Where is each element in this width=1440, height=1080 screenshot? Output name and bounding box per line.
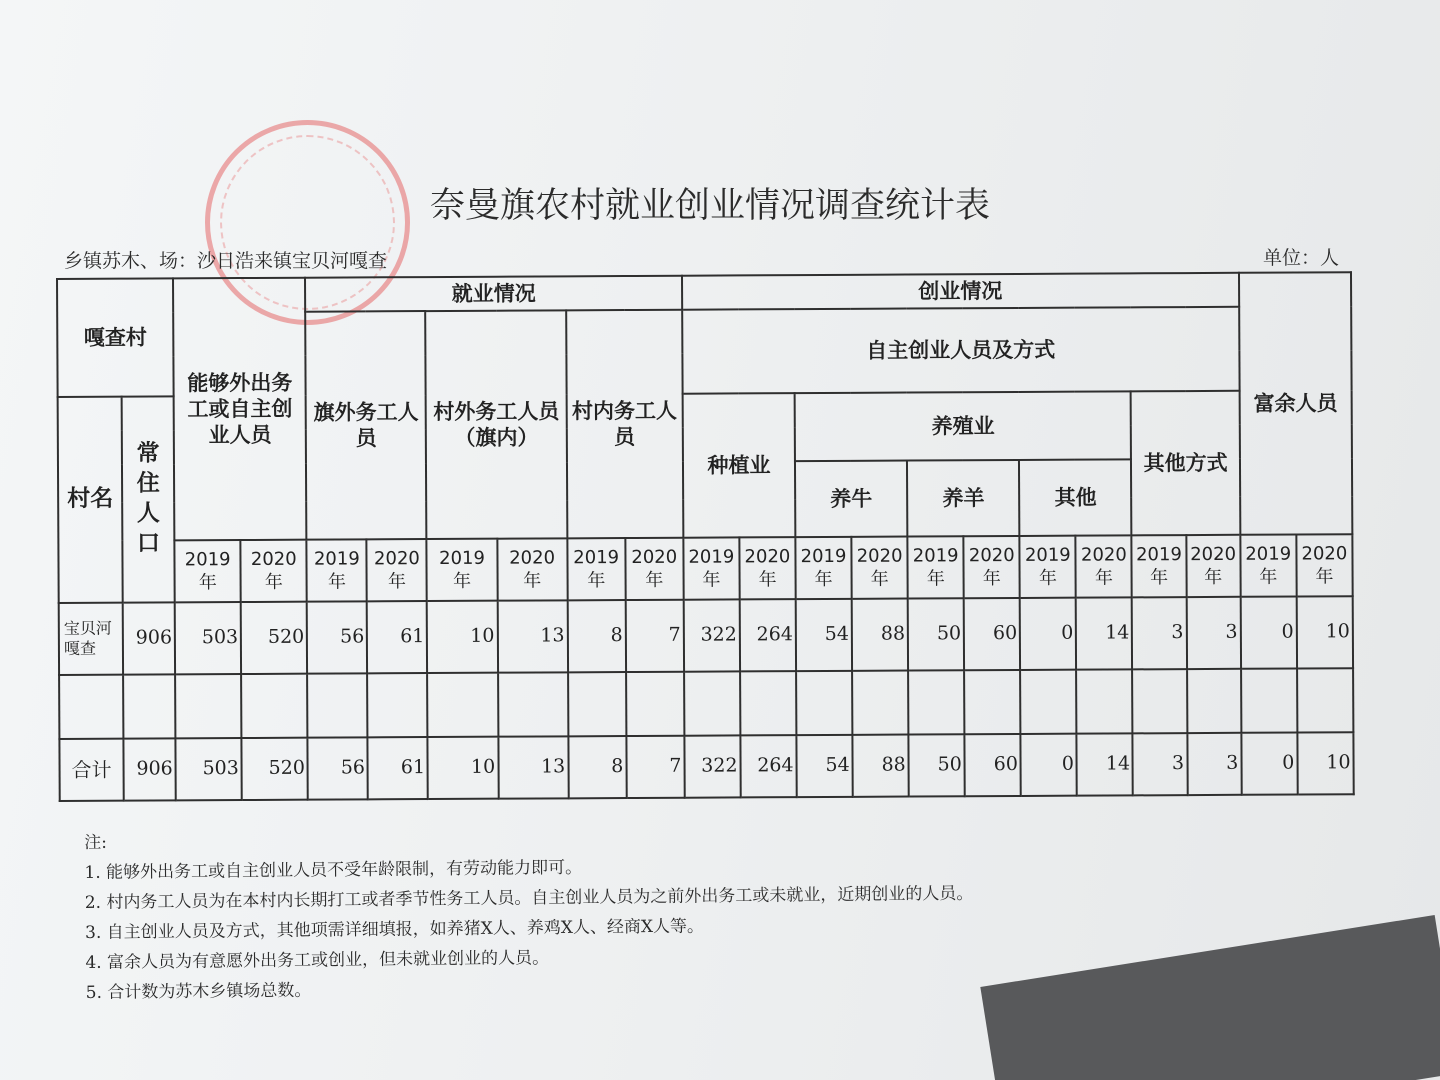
total-value-cell: 54: [796, 735, 852, 797]
header-breeding: 养殖业: [795, 391, 1132, 461]
value-cell: 322: [684, 599, 740, 671]
year-2020-label: 2020年: [367, 539, 427, 601]
total-value-cell: 3: [1187, 733, 1242, 795]
header-outside-banner: 旗外务工人员: [306, 311, 427, 540]
total-value-cell: 264: [740, 735, 796, 797]
note-item: 3. 自主创业人员及方式，其他项需详细填报，如养猪X人、养鸡X人、经商X人等。: [84, 916, 705, 943]
note-item: 2. 村内务工人员为在本村内长期打工或者季节性务工人员。自主创业人员为之前外出务工或未就业，近期创业的人员。: [84, 883, 974, 913]
value-cell: 3: [1186, 597, 1241, 669]
total-value-cell: 503: [176, 738, 242, 800]
value-cell: 50: [908, 598, 964, 670]
value-cell: 264: [740, 599, 796, 671]
year-2019-label: 2019年: [683, 537, 739, 599]
value-cell: 10: [427, 601, 497, 673]
year-2019-label: 2019年: [307, 539, 367, 601]
year-2019-label: 2019年: [1020, 536, 1076, 598]
year-2019-label: 2019年: [175, 540, 241, 602]
year-2020-label: 2020年: [497, 538, 567, 600]
total-value-cell: 61: [368, 737, 428, 799]
header-employment: 就业情况: [305, 276, 682, 312]
note-item: 1. 能够外出务工或自主创业人员不受年龄限制，有劳动能力即可。: [84, 857, 583, 883]
year-2020-label: 2020年: [1076, 535, 1132, 597]
value-cell: 56: [307, 601, 367, 673]
total-value-cell: 10: [1297, 732, 1354, 794]
year-2020-label: 2020年: [739, 537, 795, 599]
location-label: 乡镇苏木、场：沙日浩来镇宝贝河嘎查: [64, 250, 388, 272]
total-value-cell: 520: [242, 738, 308, 800]
value-cell: 13: [497, 600, 567, 672]
statistics-table-container: [56, 271, 1355, 806]
year-2019-label: 2019年: [427, 539, 497, 601]
year-2020-label: 2020年: [1186, 535, 1241, 597]
header-self-employed: 自主创业人员及方式: [682, 307, 1239, 394]
header-other-methods: 其他方式: [1131, 391, 1240, 536]
header-planting: 种植业: [682, 393, 795, 538]
year-2019-label: 2019年: [908, 536, 964, 598]
total-value-cell: 3: [1133, 733, 1187, 795]
empty-table-row: [59, 668, 1353, 739]
note-item: 5. 合计数为苏木乡镇场总数。: [85, 980, 312, 1003]
unit-label: 单位：人: [1263, 247, 1340, 269]
village-name-cell: 宝贝河嘎查: [59, 603, 123, 675]
value-cell: 60: [964, 598, 1020, 670]
desk-background: [980, 915, 1440, 1080]
value-cell: 7: [625, 600, 683, 672]
total-label-cell: 合计: [59, 739, 123, 801]
total-value-cell: 56: [308, 737, 368, 799]
total-value-cell: 50: [909, 734, 965, 796]
value-cell: 14: [1076, 597, 1132, 669]
year-2020-label: 2020年: [241, 540, 307, 602]
header-able-to-work: 能够外出务工或自主创业人员: [173, 278, 307, 541]
value-cell: 0: [1020, 598, 1076, 670]
year-2019-label: 2019年: [1240, 535, 1296, 597]
note-item: 4. 富余人员为有意愿外出务工或创业，但未就业创业的人员。: [85, 948, 550, 973]
total-value-cell: 8: [568, 736, 626, 798]
value-cell: 61: [367, 601, 427, 673]
value-cell: 0: [1240, 597, 1296, 669]
total-value-cell: 322: [684, 735, 740, 797]
year-header-row: [58, 534, 1352, 603]
year-2020-label: 2020年: [625, 538, 683, 600]
notes-section: [84, 819, 974, 1008]
value-cell: 503: [175, 602, 241, 674]
total-row: [59, 732, 1353, 801]
total-value-cell: 88: [852, 735, 908, 797]
value-cell: 88: [852, 599, 908, 671]
total-value-cell: 7: [626, 736, 684, 798]
year-2019-label: 2019年: [567, 538, 625, 600]
value-cell: 54: [796, 599, 852, 671]
header-gacha-village: 嘎查村: [57, 278, 174, 397]
header-inside-village: 村内务工人员: [566, 310, 683, 539]
header-outside-village: 村外务工人员（旗内）: [426, 310, 567, 539]
total-value-cell: 0: [1021, 734, 1077, 796]
population-cell: 906: [123, 602, 175, 674]
header-cattle: 养牛: [795, 461, 908, 538]
value-cell: 8: [567, 600, 625, 672]
total-value-cell: 10: [428, 737, 498, 799]
value-cell: 520: [241, 602, 307, 674]
year-2019-label: 2019年: [1132, 535, 1186, 597]
header-village-name: 村名: [58, 397, 123, 603]
value-cell: 3: [1132, 597, 1186, 669]
header-breeding-other: 其他: [1019, 459, 1132, 536]
header-entrepreneurship: 创业情况: [682, 273, 1239, 310]
table-row: [59, 596, 1353, 675]
total-population-cell: 906: [123, 738, 175, 800]
total-value-cell: 0: [1241, 733, 1297, 795]
year-2019-label: 2019年: [795, 537, 851, 599]
statistics-table: [56, 271, 1355, 802]
total-value-cell: 13: [498, 736, 568, 798]
year-2020-label: 2020年: [964, 536, 1020, 598]
header-surplus: 富余人员: [1239, 272, 1353, 535]
year-2020-label: 2020年: [1296, 534, 1353, 596]
total-value-cell: 14: [1077, 733, 1133, 795]
header-sheep: 养羊: [907, 460, 1020, 537]
total-value-cell: 60: [965, 734, 1021, 796]
notes-heading: 注:: [84, 832, 107, 853]
year-2020-label: 2020年: [851, 537, 907, 599]
document-title: 奈曼旗农村就业创业情况调查统计表: [430, 186, 991, 226]
header-resident-population: 常住人口: [122, 396, 175, 602]
value-cell: 10: [1296, 596, 1353, 668]
